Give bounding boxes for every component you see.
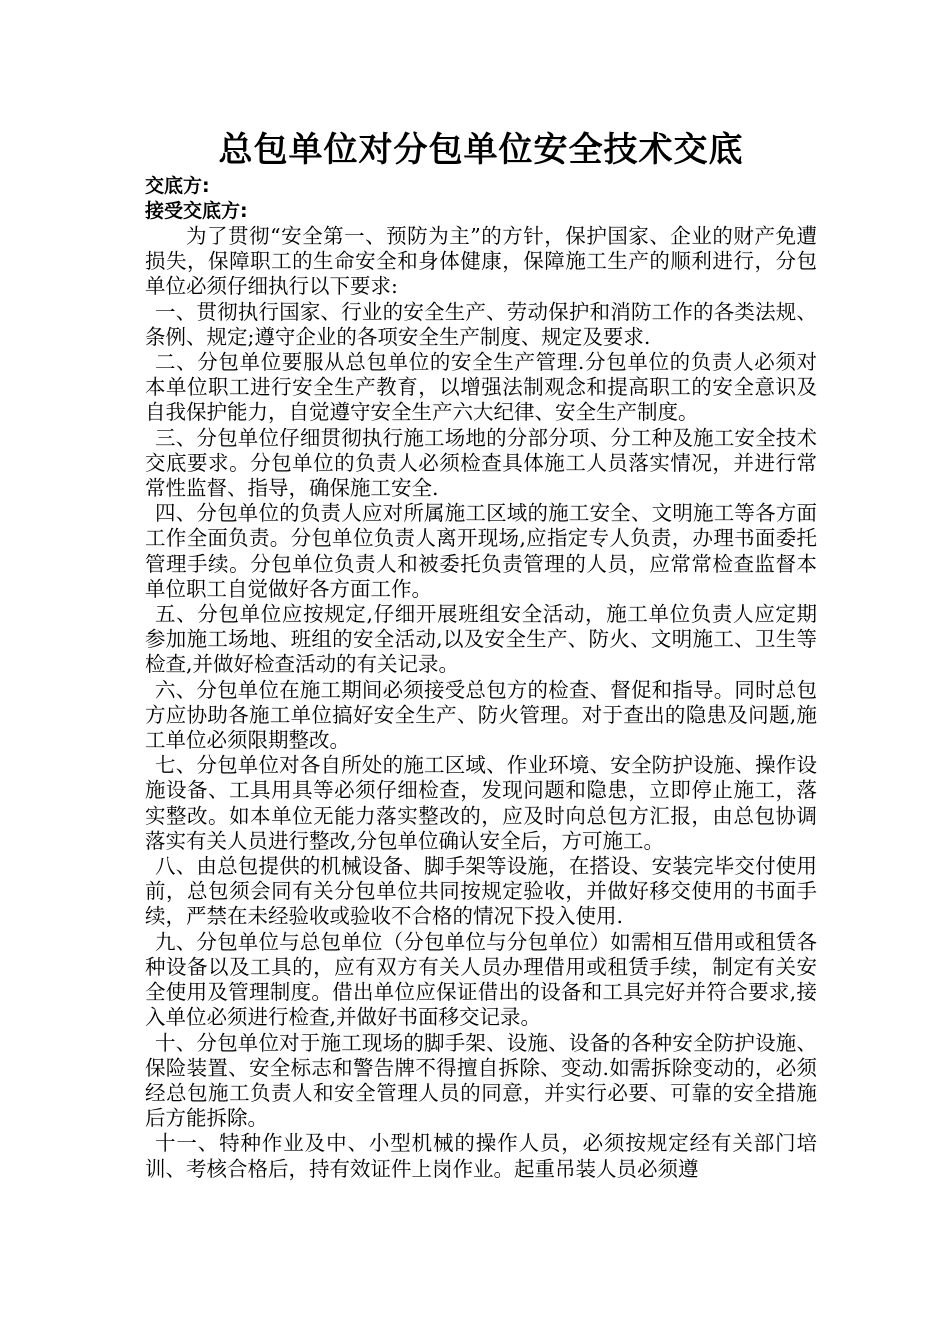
document-title: 总包单位对分包单位安全技术交底 — [218, 130, 744, 170]
clause-6: 六、分包单位在施工期间必须接受总包方的检查、督促和指导。同时总包方应协助各施工单位搞好安全生产、防火管理。对于查出的隐患及问题,施工单位必须限期整改。 — [145, 677, 817, 753]
clause-5: 五、分包单位应按规定,仔细开展班组安全活动，施工单位负责人应定期参加施工场地、班组的安全活动,以及安全生产、防火、文明施工、卫生等检查,并做好检查活动的有关记录。 — [145, 602, 817, 677]
clause-1: 一、贯彻执行国家、行业的安全生产、劳动保护和消防工作的各类法规、条例、规定;遵守企业的各项安全生产制度、规定及要求. — [145, 299, 817, 349]
clause-8: 八、由总包提供的机械设备、脚手架等设施，在搭设、安装完毕交付使用前，总包须会同有关分包单位共同按规定验收，并做好移交使用的书面手续，严禁在未经验收或验收不合格的情况下投入使用. — [145, 854, 817, 929]
receiver-field: 接受交底方: — [145, 200, 248, 222]
clause-3: 三、分包单位仔细贯彻执行施工场地的分部分项、分工种及施工安全技术交底要求。分包单位的负责人必须检查具体施工人员落实情况，并进行常常性监督、指导，确保施工安全. — [145, 425, 817, 501]
clause-10: 十、分包单位对于施工现场的脚手架、设施、设备的各种安全防护设施、保险装置、安全标志和警告牌不得擅自拆除、变动.如需拆除变动的，必须经总包施工负责人和安全管理人员的同意，并实行必要、可靠的安全措施后方能拆除。 — [145, 1030, 817, 1131]
clause-11: 十一、特种作业及中、小型机械的操作人员，必须按规定经有关部门培训、考核合格后，持有效证件上岗作业。起重吊装人员必须遵 — [145, 1131, 817, 1181]
clause-2: 二、分包单位要服从总包单位的安全生产管理.分包单位的负责人必须对本单位职工进行安全生产教育，以增强法制观念和提高职工的安全意识及自我保护能力，自觉遵守安全生产六大纪律、安全生产制度。 — [145, 350, 817, 425]
clause-9: 九、分包单位与总包单位（分包单位与分包单位）如需相互借用或租赁各种设备以及工具的，应有双方有关人员办理借用或租赁手续，制定有关安全使用及管理制度。借出单位应保证借出的设备和工具完好并符合要求,接入单位必须进行检查,并做好书面移交记录。 — [145, 929, 817, 1030]
document-page — [145, 128, 817, 1182]
clause-7: 七、分包单位对各自所处的施工区域、作业环境、安全防护设施、操作设施设备、工具用具等必须仔细检查，发现问题和隐患，立即停止施工，落实整改。如本单位无能力落实整改的，应及时向总包方汇报，由总包协调落实有关人员进行整改,分包单位确认安全后，方可施工。 — [145, 753, 817, 853]
clause-4: 四、分包单位的负责人应对所属施工区域的施工安全、文明施工等各方面工作全面负责。分包单位负责人离开现场,应指定专人负责，办理书面委托管理手续。分包单位负责人和被委托负责管理的人员，应常常检查监督本单位职工自觉做好各方面工作。 — [145, 501, 817, 601]
intro-paragraph: 为了贯彻“安全第一、预防为主”的方针，保护国家、企业的财产免遭损失，保障职工的生命安全和身体健康，保障施工生产的顺利进行，分包单位必须仔细执行以下要求: — [145, 224, 817, 299]
issuer-field: 交底方: — [145, 175, 210, 197]
